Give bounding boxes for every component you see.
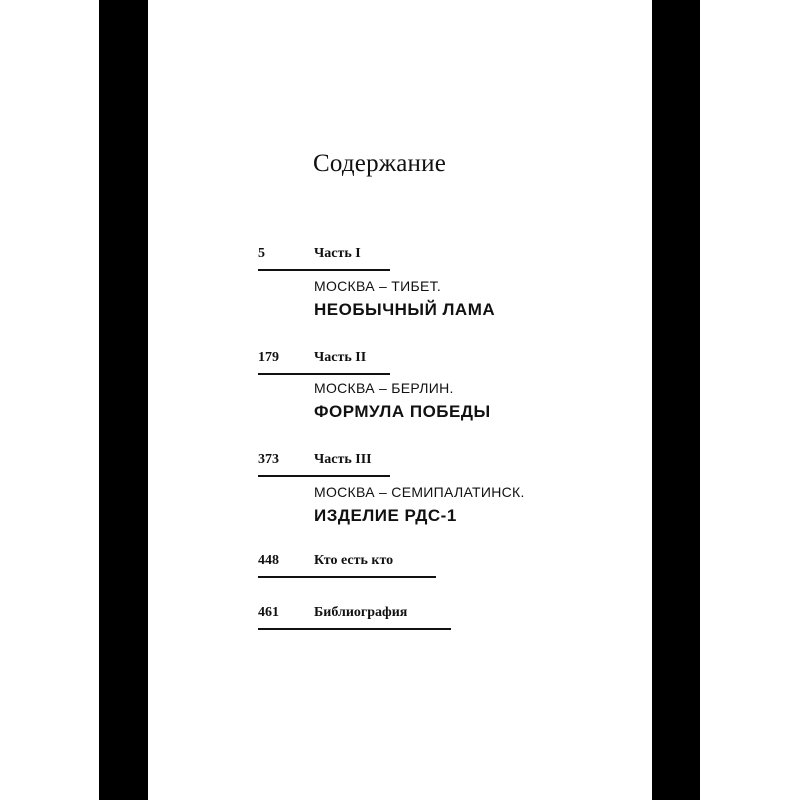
underline-rule	[258, 475, 390, 477]
underline-rule	[258, 576, 436, 578]
part-label: Часть II	[314, 350, 367, 365]
page-number: 373	[258, 452, 279, 467]
left-black-border	[99, 0, 148, 800]
page-title: Содержание	[313, 150, 446, 177]
book-page	[148, 0, 652, 800]
section-route: МОСКВА – СЕМИПАЛАТИНСК.	[314, 484, 525, 500]
part-label: Часть I	[314, 246, 361, 261]
section-title: ФОРМУЛА ПОБЕДЫ	[314, 402, 491, 421]
section-title: НЕОБЫЧНЫЙ ЛАМА	[314, 300, 496, 319]
section-route: МОСКВА – БЕРЛИН.	[314, 380, 454, 396]
page-number: 461	[258, 605, 279, 620]
right-black-border	[652, 0, 700, 800]
underline-rule	[258, 269, 390, 271]
underline-rule	[258, 373, 390, 375]
part-label: Часть III	[314, 452, 372, 467]
underline-rule	[258, 628, 451, 630]
page-number: 5	[258, 246, 265, 261]
part-label: Библиография	[314, 605, 408, 620]
section-title: ИЗДЕЛИЕ РДС-1	[314, 506, 457, 525]
part-label: Кто есть кто	[314, 553, 394, 568]
section-route: МОСКВА – ТИБЕТ.	[314, 278, 442, 294]
page-number: 448	[258, 553, 279, 568]
page-number: 179	[258, 350, 279, 365]
